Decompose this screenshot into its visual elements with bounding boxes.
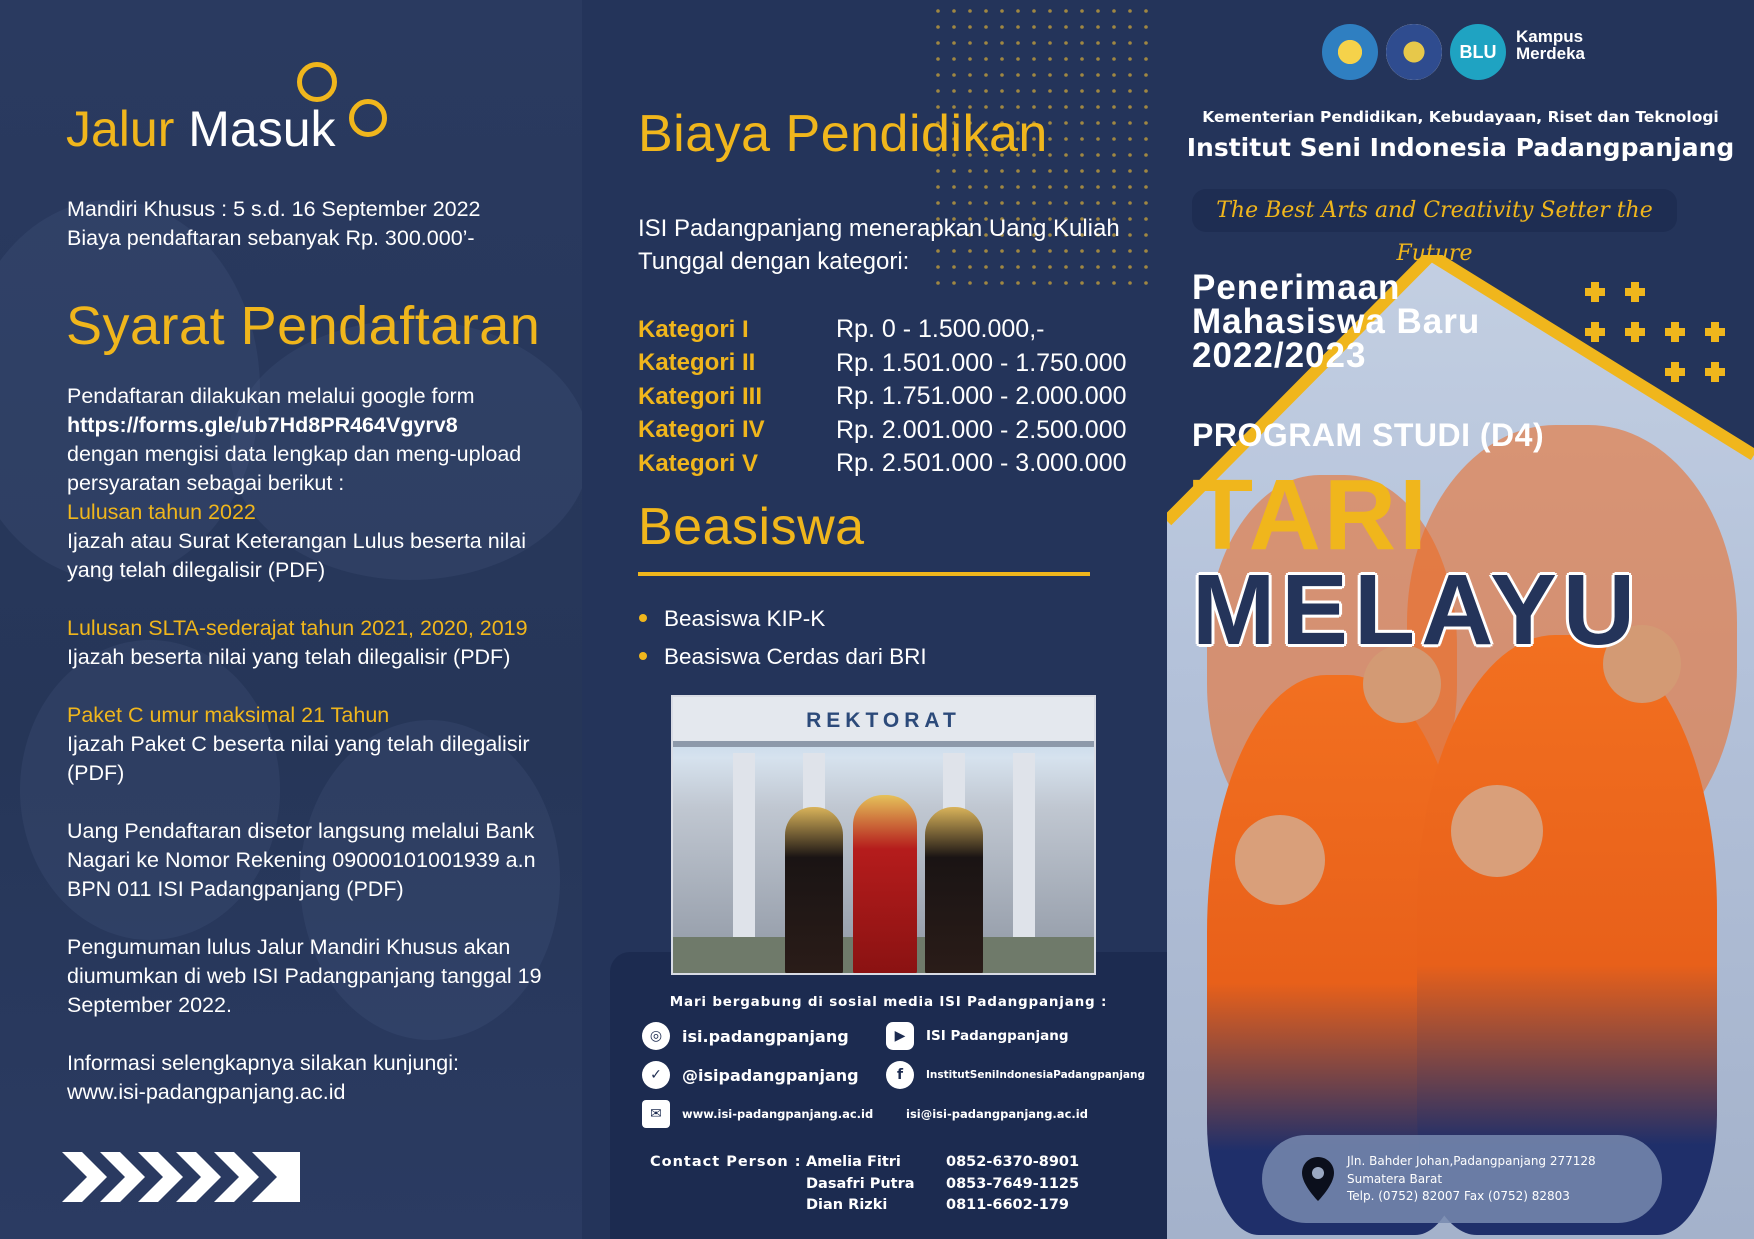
address-line: Sumatera Barat — [1347, 1171, 1443, 1186]
building-pillar — [1013, 753, 1035, 953]
website-item[interactable] — [642, 1100, 873, 1128]
announcement-info: Pengumuman lulus Jalur Mandiri Khusus akan diumumkan di web ISI Padangpanjang tanggal 19 September 2022. — [67, 935, 542, 1017]
req1-title: Lulusan tahun 2022 — [67, 500, 256, 524]
contact-name: Dian Rizki — [806, 1197, 888, 1213]
twitter-handle: @isipadangpanjang — [682, 1065, 859, 1085]
plus-pattern-icon — [1585, 278, 1750, 388]
biaya-title: Biaya Pendidikan — [638, 105, 1048, 163]
category-name: Kategori IV — [638, 416, 765, 444]
facebook-icon: f — [886, 1061, 914, 1089]
category-range: Rp. 2.501.000 - 3.000.000 — [836, 449, 1127, 478]
building-pillar — [733, 753, 755, 953]
address-phone: Telp. (0752) 82007 Fax (0752) 82803 — [1347, 1189, 1570, 1203]
location-pin-icon — [1302, 1157, 1334, 1201]
req3-title: Paket C umur maksimal 21 Tahun — [67, 703, 390, 727]
req3-text: Ijazah Paket C beserta nilai yang telah dilegalisir (PDF) — [67, 732, 530, 785]
dancer-figure — [853, 795, 917, 975]
kampus-merdeka-logo: Kampus Merdeka — [1516, 27, 1585, 63]
isi-logo — [1386, 24, 1442, 80]
pmb-heading — [1192, 268, 1481, 375]
twitter-item[interactable] — [642, 1061, 859, 1089]
youtube-icon: ▶ — [886, 1022, 914, 1050]
beasiswa-title: Beasiswa — [638, 498, 865, 556]
category-row — [638, 447, 1158, 481]
program-label: PROGRAM STUDI (D4) — [1192, 417, 1545, 453]
dancer-figure — [925, 807, 983, 975]
twitter-icon: ✓ — [642, 1061, 670, 1089]
website-link[interactable]: www.isi-padangpanjang.ac.id — [67, 1080, 346, 1104]
logo-row — [1322, 20, 1754, 84]
instagram-icon: ◎ — [642, 1022, 670, 1050]
category-range: Rp. 0 - 1.500.000,- — [836, 315, 1045, 344]
facebook-page: InstitutSeniIndonesiaPadangpanjang — [926, 1069, 1146, 1081]
website-url: www.isi-padangpanjang.ac.id — [682, 1107, 874, 1121]
category-name: Kategori II — [638, 349, 756, 377]
social-media-box — [610, 952, 1167, 1239]
category-name: Kategori V — [638, 449, 759, 477]
pmb-line: Penerimaan — [1192, 268, 1401, 307]
contact-name: Dasafri Putra — [806, 1175, 915, 1192]
beasiswa-list — [638, 600, 927, 676]
rektorat-sign: REKTORAT — [806, 709, 961, 732]
rektorat-photo — [671, 695, 1096, 975]
dancer-face — [1235, 815, 1325, 905]
email-address: isi@isi-padangpanjang.ac.id — [906, 1107, 1088, 1121]
kemendikbud-logo — [1322, 24, 1378, 80]
instagram-handle: isi.padangpanjang — [682, 1026, 849, 1046]
youtube-channel: ISI Padangpanjang — [926, 1028, 1069, 1044]
req2-text: Ijazah beserta nilai yang telah dilegalisir (PDF) — [67, 645, 511, 669]
masuk-word: Masuk — [188, 101, 336, 157]
req1-text: Ijazah atau Surat Keterangan Lulus beserta nilai yang telah dilegalisir (PDF) — [67, 529, 526, 582]
category-row — [638, 313, 1158, 347]
blu-logo: BLU — [1450, 24, 1506, 80]
program-title-tari: TARI — [1192, 459, 1430, 571]
registration-fee: Biaya pendaftaran sebanyak Rp. 300.000’- — [67, 226, 475, 250]
facebook-item[interactable] — [886, 1061, 1145, 1089]
list-item: Beasiswa KIP-K — [638, 600, 927, 638]
category-row — [638, 414, 1158, 448]
jalur-word: Jalur — [66, 101, 175, 157]
category-row — [638, 380, 1158, 414]
category-range: Rp. 1.501.000 - 1.750.000 — [836, 348, 1127, 377]
email-item[interactable] — [906, 1100, 1088, 1128]
address-line: Jln. Bahder Johan,Padangpanjang 277128 — [1347, 1154, 1596, 1168]
syarat-title: Syarat Pendaftaran — [66, 296, 541, 356]
mandiri-schedule: Mandiri Khusus : 5 s.d. 16 September 2022 — [67, 197, 481, 221]
list-item: Beasiswa Cerdas dari BRI — [638, 638, 927, 676]
pmb-year: 2022/2023 — [1192, 336, 1367, 375]
biaya-intro: ISI Padangpanjang menerapkan Uang Kuliah Tunggal dengan kategori: — [638, 215, 1120, 275]
payment-info: Uang Pendaftaran disetor langsung melalui Bank Nagari ke Nomor Rekening 09000101001939 a.n BPN 011 ISI Padangpanjang (PDF) — [67, 819, 536, 901]
pmb-line: Mahasiswa Baru — [1192, 302, 1481, 341]
dancer-figure — [785, 807, 843, 975]
mail-icon: ✉ — [642, 1100, 670, 1128]
address-text — [1347, 1153, 1596, 1206]
contact-label: Contact Person : — [650, 1154, 802, 1170]
contact-name: Amelia Fitri — [806, 1154, 901, 1170]
req2-title: Lulusan SLTA-sederajat tahun 2021, 2020, 2019 — [67, 616, 528, 640]
info-line: Informasi selengkapnya silakan kunjungi: — [67, 1051, 460, 1075]
contact-phone[interactable]: 0811-6602-179 — [946, 1197, 1070, 1213]
category-name: Kategori I — [638, 315, 749, 343]
contact-names — [806, 1152, 915, 1217]
institute-name: Institut Seni Indonesia Padangpanjang — [1186, 133, 1735, 162]
youtube-item[interactable] — [886, 1022, 1069, 1050]
category-range: Rp. 2.001.000 - 2.500.000 — [836, 415, 1127, 444]
tagline: The Best Arts and Creativity Setter the Future — [1216, 198, 1653, 266]
ministry-name: Kementerian Pendidikan, Kebudayaan, Riset dan Teknologi — [1202, 108, 1719, 126]
contact-phone[interactable]: 0853-7649-1125 — [946, 1175, 1080, 1192]
contact-phones — [946, 1152, 1079, 1217]
dancer-face — [1451, 785, 1543, 877]
google-form-link[interactable]: https://forms.gle/ub7Hd8PR464Vgyrv8 — [67, 413, 458, 437]
beasiswa-underline — [638, 572, 1090, 576]
contact-phone[interactable]: 0852-6370-8901 — [946, 1154, 1080, 1170]
right-panel — [1167, 0, 1754, 1239]
program-title-melayu: MELAYU — [1192, 554, 1642, 666]
category-name: Kategori III — [638, 382, 763, 410]
reg-instructions: dengan mengisi data lengkap dan meng-upload persyaratan sebagai berikut : — [67, 442, 522, 495]
ukt-category-table — [638, 313, 1158, 481]
instagram-item[interactable] — [642, 1022, 849, 1050]
reg-intro: Pendaftaran dilakukan melalui google form — [67, 384, 475, 408]
category-range: Rp. 1.751.000 - 2.000.000 — [836, 382, 1127, 411]
social-title: Mari bergabung di sosial media ISI Padangpanjang : — [669, 994, 1108, 1010]
category-row — [638, 347, 1158, 381]
